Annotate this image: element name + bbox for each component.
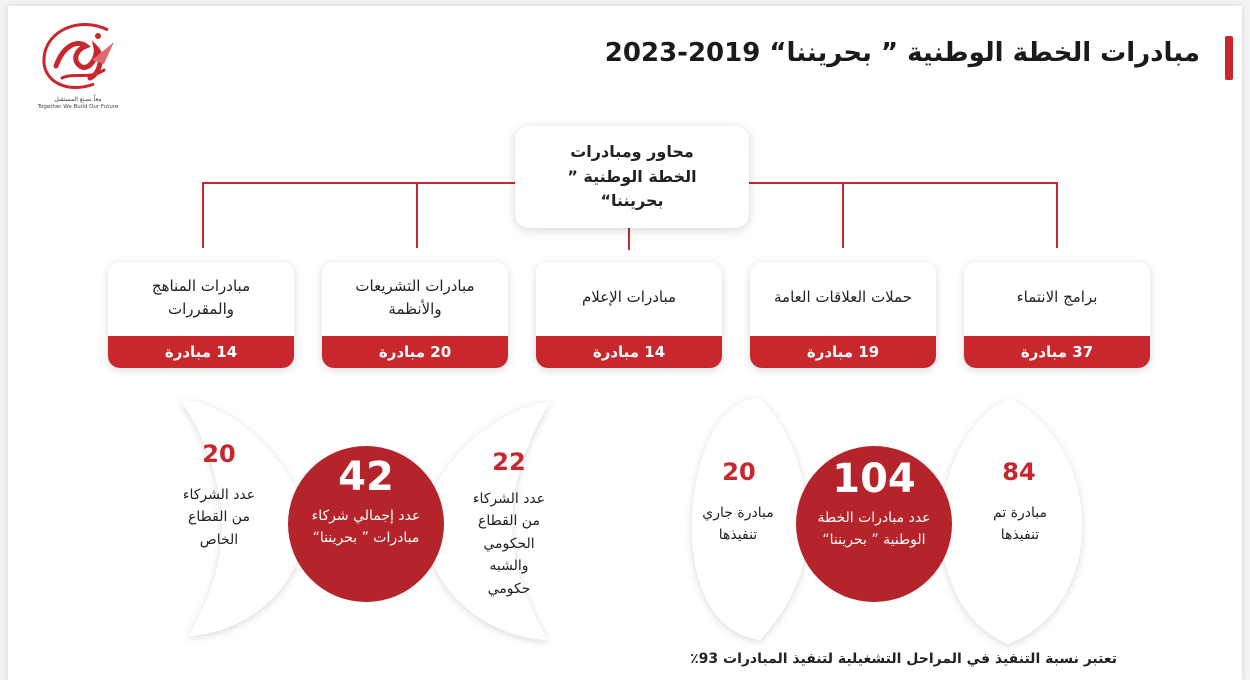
gov-partners-value: 22	[492, 448, 526, 476]
central-axis-label: محاور ومبادرات الخطة الوطنية ” بحريننا“	[567, 141, 697, 211]
axis-title: برامج الانتماء	[1016, 288, 1098, 307]
logo-tagline-ar: معاً نصنع المستقبل	[54, 96, 102, 103]
partners-total-value: 42	[338, 454, 394, 500]
initiatives-total-label: عدد مبادرات الخطة الوطنية ” بحريننا“	[817, 510, 931, 548]
partners-total-label: عدد إجمالي شركاء مبادرات ” بحريننا“	[311, 508, 421, 546]
stats-graphics	[8, 6, 1242, 680]
axis-count: 37 مبادرة	[964, 336, 1150, 368]
completed-label: مبادرة تم تنفيذها	[993, 505, 1047, 544]
initiatives-total-value: 104	[832, 456, 916, 502]
axis-title: مبادرات الإعلام	[581, 288, 677, 307]
page	[8, 6, 1242, 680]
axis-title: مبادرات المناهج والمقررات	[151, 276, 251, 318]
gov-partners-label: عدد الشركاء من القطاع الحكومي والشبه حكومي	[472, 491, 546, 597]
private-partners-value: 20	[202, 440, 236, 468]
implementation-rate-note: تعتبر نسبة التنفيذ في المراحل التشغيلية لتنفيذ المبادرات 93٪	[690, 651, 1117, 667]
ongoing-value: 20	[722, 458, 756, 486]
completed-value: 84	[1002, 458, 1036, 486]
page-title: مبادرات الخطة الوطنية ” بحريننا“ 2019-2023	[604, 38, 1200, 68]
axis-count: 20 مبادرة	[322, 336, 508, 368]
axis-count: 14 مبادرة	[536, 336, 722, 368]
axis-count: 19 مبادرة	[750, 336, 936, 368]
logo-tagline-en: Together We Build Our Future	[37, 104, 119, 110]
axis-title: مبادرات التشريعات والأنظمة	[355, 276, 475, 318]
axis-title: حملات العلاقات العامة	[774, 288, 912, 307]
axis-count: 14 مبادرة	[108, 336, 294, 368]
ongoing-label: مبادرة جاري تنفيذها	[702, 505, 774, 544]
private-partners-label: عدد الشركاء من القطاع الخاص	[182, 487, 256, 548]
